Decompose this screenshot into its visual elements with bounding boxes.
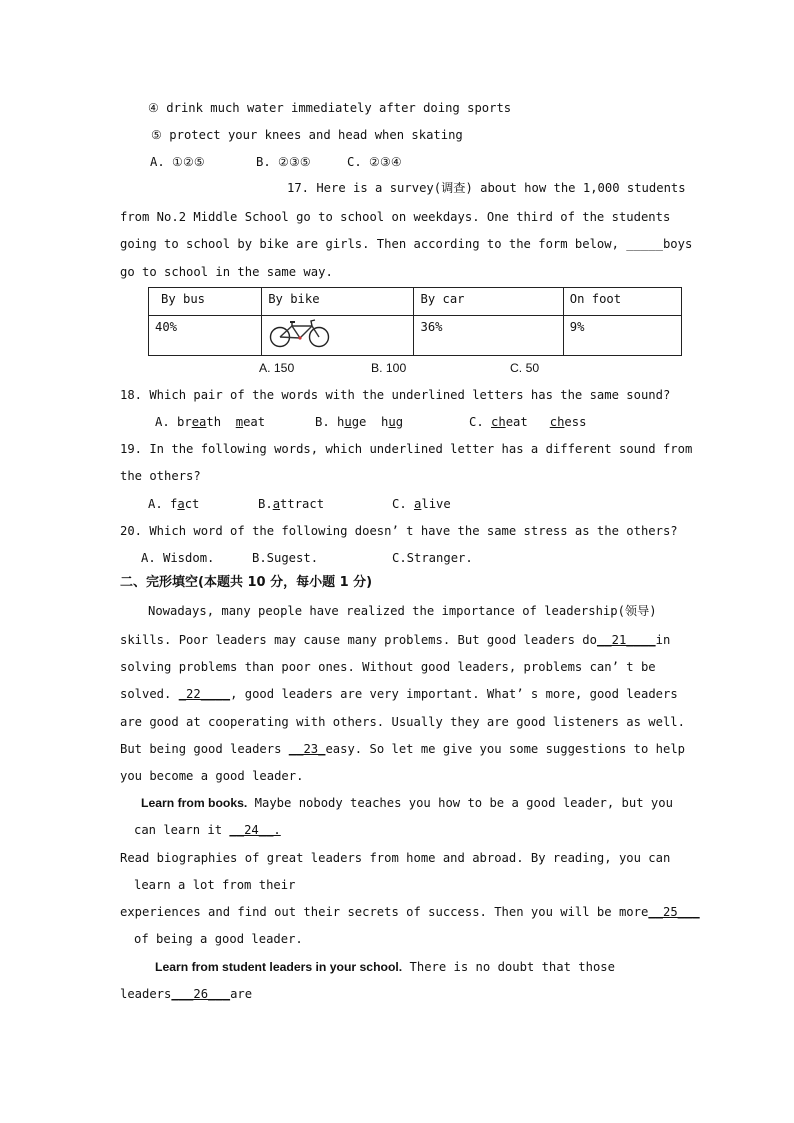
q17-line-3: going to school by bike are girls. Then according to the form below, _____boys [120,237,693,251]
cloze-p2-line-5: experiences and find out their secrets of success. Then you will be more__25___ [120,905,700,919]
survey-header-cell [149,288,262,316]
survey-value-cell [149,316,262,356]
survey-table [148,287,682,356]
q20-choice-c: C.Stranger. [392,551,473,565]
header-by-bus: By bus [161,292,206,306]
cloze-p2-line-3: Read biographies of great leaders from home and abroad. By reading, you can [120,851,671,865]
q17-line-1: 17. Here is a survey(调查) about how the 1,000 students [287,181,686,195]
cloze-p2-line-1: Learn from books. Maybe nobody teaches you how to be a good leader, but you [141,796,673,810]
cloze-p2-line-4: learn a lot from their [134,878,296,892]
subheading-books: Learn from books. [141,796,248,810]
cloze-p2-line-2: can learn it __24__. [134,823,281,837]
header-by-car: By car [420,292,465,306]
blank-25: __25___ [648,905,700,919]
q19-line-1: 19. In the following words, which underlined letter has a different sound from [120,442,693,456]
value-by-bus: 40% [155,320,178,334]
q17-line-2: from No.2 Middle School go to school on weekdays. One third of the students [120,210,671,224]
q19-line-2: the others? [120,469,201,483]
q17-choice-a: A. 150 [259,361,295,375]
survey-header-row [149,288,682,316]
survey-header-cell [414,288,563,316]
q16-option-5: ⑤ protect your knees and head when skating [151,128,463,142]
q16-option-4: ④ drink much water immediately after doing sports [148,101,512,115]
q18-choice-b: B. huge hug [315,415,404,429]
cloze-p1-line-6: But being good leaders __23_easy. So let me give you some suggestions to help [120,742,685,756]
value-on-foot: 9% [569,320,585,334]
blank-21: __21____ [596,633,656,647]
blank-23: __23_ [288,742,326,756]
survey-value-cell [262,316,414,356]
q17-line-4: go to school in the same way. [120,265,333,279]
q16-choice-c: C. ②③④ [347,155,402,169]
bicycle-icon [268,318,332,348]
survey-value-row [149,316,682,356]
cloze-p3-line-1: Learn from student leaders in your school. There is no doubt that those [155,960,615,974]
cloze-p1-line-1: Nowadays, many people have realized the importance of leadership(领导) [148,604,657,618]
q18-question: 18. Which pair of the words with the underlined letters has the same sound? [120,388,671,402]
q20-choice-a: A. Wisdom. [141,551,215,565]
survey-header-cell [262,288,414,316]
survey-header-cell [563,288,681,316]
value-by-car: 36% [420,320,443,334]
q20-question: 20. Which word of the following doesn’ t have the same stress as the others? [120,524,678,538]
blank-26: ___26___ [171,987,231,1001]
cloze-p1-line-4: solved. _22____, good leaders are very important. What’ s more, good leaders [120,687,678,701]
cloze-p1-line-2: skills. Poor leaders may cause many problems. But good leaders do__21____in [120,633,671,647]
cloze-p1-line-5: are good at cooperating with others. Usually they are good listeners as well. [120,715,685,729]
q19-choice-b: B.attract [258,497,325,511]
q19-choice-c: C. alive [392,497,451,511]
q16-choice-a: A. ①②⑤ [150,155,205,169]
section-heading: 二、完形填空(本题共 10 分，每小题 1 分) [120,575,373,590]
q18-choice-c: C. cheat chess [469,415,587,429]
blank-24: __24__. [229,823,281,837]
header-on-foot: On foot [569,292,622,306]
q17-choice-c: C. 50 [510,361,540,375]
q20-choice-b: B.Sugest. [252,551,319,565]
q16-choice-b: B. ②③⑤ [256,155,311,169]
cloze-p1-line-3: solving problems than poor ones. Without good leaders, problems can’ t be [120,660,656,674]
q18-choice-a: A. breath meat [155,415,266,429]
survey-value-cell [414,316,563,356]
q19-choice-a: A. fact [148,497,200,511]
q17-choice-b: B. 100 [371,361,407,375]
header-by-bike: By bike [268,292,320,306]
cloze-p1-line-7: you become a good leader. [120,769,304,783]
cloze-p2-line-6: of being a good leader. [134,932,303,946]
blank-22: _22____ [178,687,231,701]
subheading-student-leaders: Learn from student leaders in your school. [155,960,403,974]
cloze-p3-line-2: leaders___26___are [120,987,253,1001]
survey-value-cell [563,316,681,356]
